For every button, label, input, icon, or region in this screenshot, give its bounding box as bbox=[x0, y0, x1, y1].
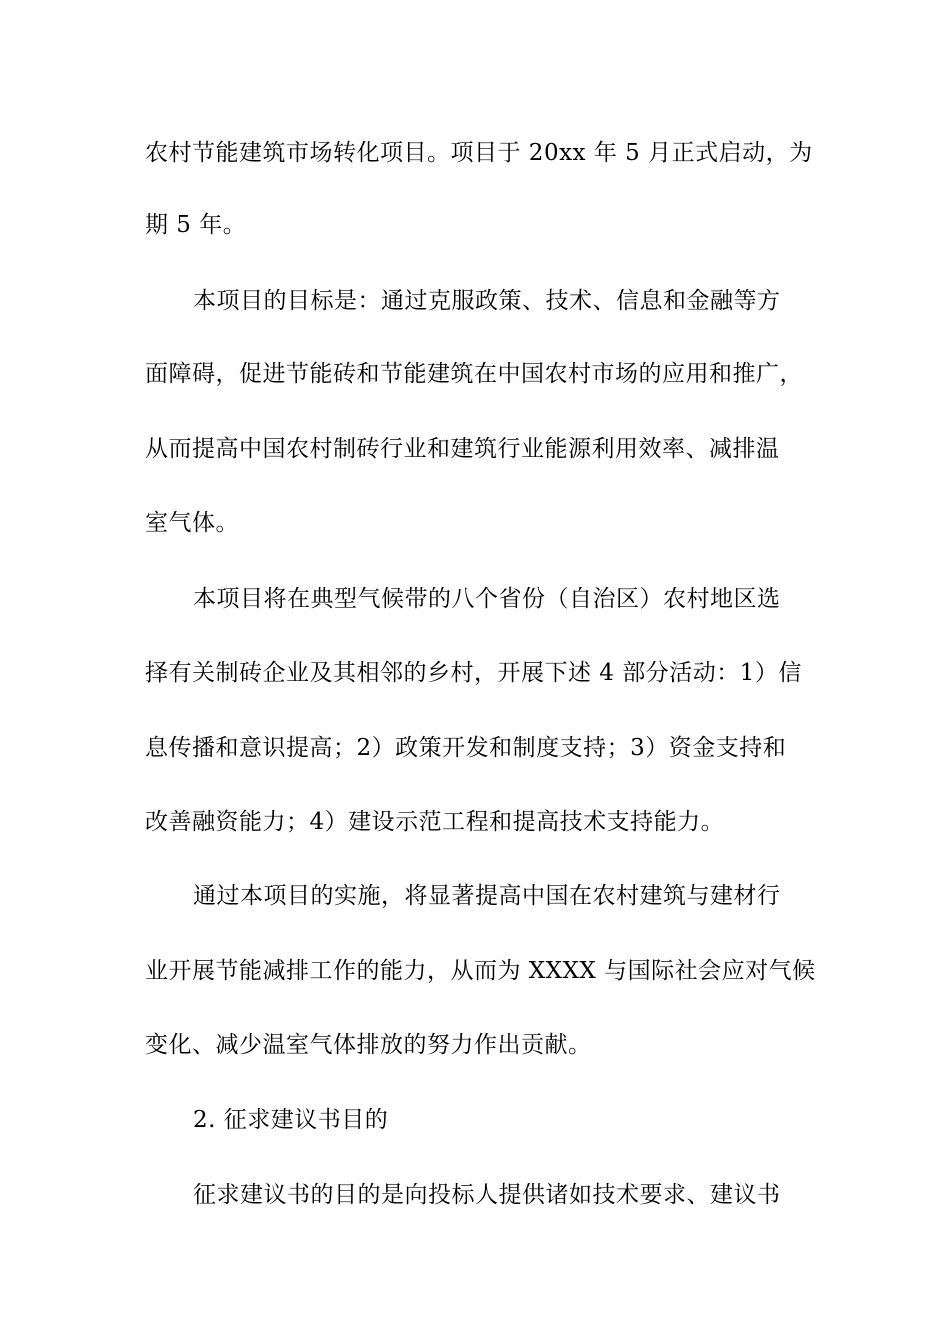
paragraph-goal-line-3: 从而提高中国农村制砖行业和建筑行业能源利用效率、减排温 bbox=[145, 436, 780, 462]
paragraph-goal-line-2: 面障碍，促进节能砖和节能建筑在中国农村市场的应用和推广， bbox=[145, 361, 803, 387]
paragraph-activities-line-4: 改善融资能力；4）建设示范工程和提高技术支持能力。 bbox=[145, 809, 725, 835]
text-line-2: 期 5 年。 bbox=[145, 212, 247, 238]
text-line-1: 农村节能建筑市场转化项目。项目于 20xx 年 5 月正式启动，为 bbox=[145, 140, 813, 166]
paragraph-activities-line-2: 择有关制砖企业及其相邻的乡村，开展下述 4 部分活动：1）信 bbox=[145, 660, 802, 686]
paragraph-goal-line-1: 本项目的目标是：通过克服政策、技术、信息和金融等方 bbox=[193, 288, 781, 314]
paragraph-impact-line-3: 变化、减少温室气体排放的努力作出贡献。 bbox=[145, 1032, 592, 1058]
paragraph-impact-line-1: 通过本项目的实施，将显著提高中国在农村建筑与建材行 bbox=[193, 883, 781, 909]
paragraph-activities-line-3: 息传播和意识提高；2）政策开发和制度支持；3）资金支持和 bbox=[145, 735, 787, 761]
paragraph-goal-line-4: 室气体。 bbox=[145, 510, 239, 536]
paragraph-activities-line-1: 本项目将在典型气候带的八个省份（自治区）农村地区选 bbox=[193, 586, 781, 612]
paragraph-purpose-line-1: 征求建议书的目的是向投标人提供诸如技术要求、建议书 bbox=[193, 1182, 781, 1208]
section-heading: 2. 征求建议书目的 bbox=[193, 1107, 389, 1133]
paragraph-impact-line-2: 业开展节能减排工作的能力，从而为 XXXX 与国际社会应对气候 bbox=[145, 958, 816, 984]
